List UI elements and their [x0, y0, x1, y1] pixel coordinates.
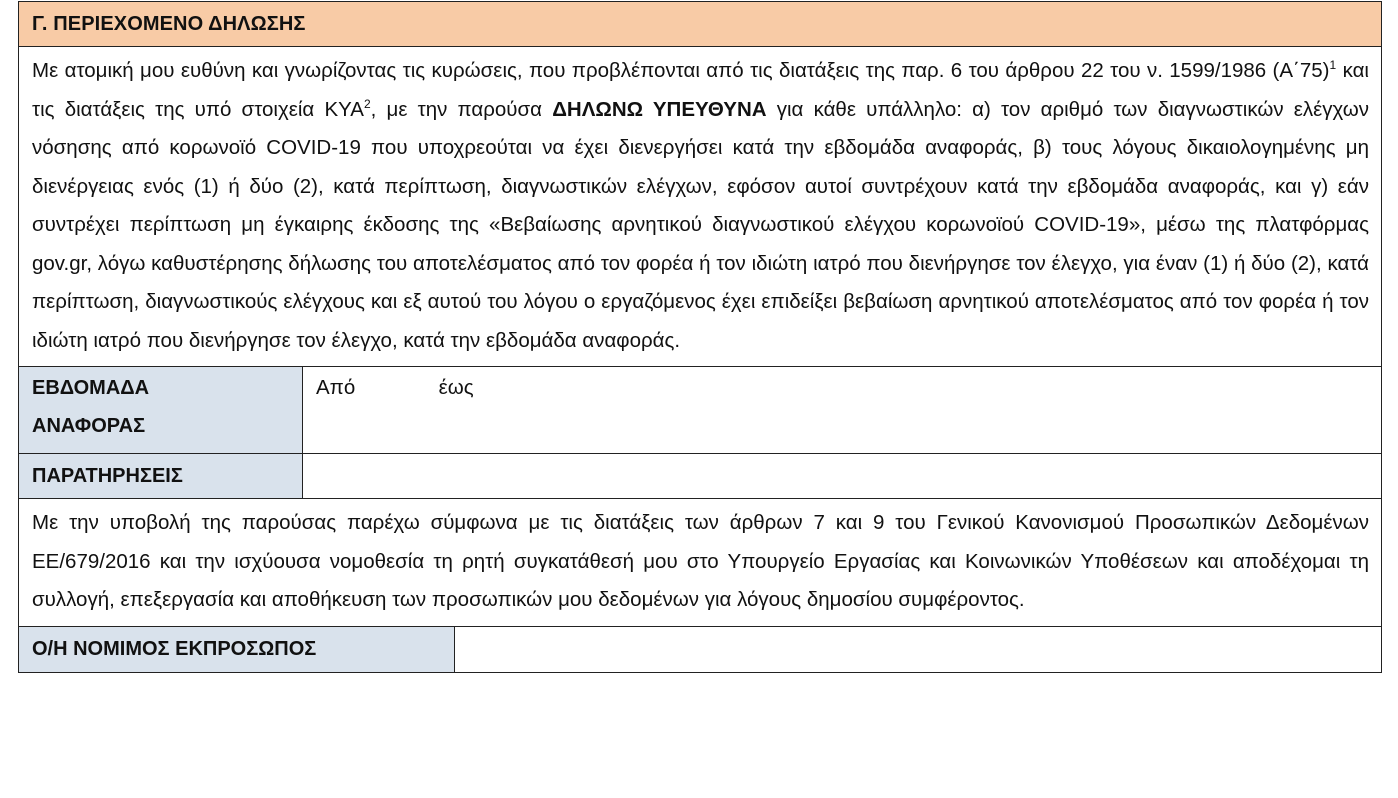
declaration-part-4: για κάθε υπάλληλο: α) τον αριθμό των διαγνωστικών ελέγχων νόσησης από κορωνοϊό COVID-19 που υποχρεούται να έχει διενεργήσει κατά την εβδομάδα αναφοράς, β) τους λόγους δικαιολογημένης μη διενέργειας ενός (1) ή δύο (2), κατά περίπτωση, διαγνωστικών ελέγχων, εφόσον αυτοί συντρέχουν κατά την εβδομάδα αναφοράς, και γ) εάν συντρέχει περίπτωση μη έγκαιρης έκδοσης της «Βεβαίωσης αρνητικού διαγνωστικού ελέγχου κορωνοϊού COVID-19», μέσω της πλατφόρμας gov.gr, λόγω καθυστέρησης δήλωσης του αποτελέσματος από τον φορέα ή τον ιδιώτη ιατρό που διενήργησε τον έλεγχο, για έναν (1) ή δύο (2), κατά περίπτωση, διαγνωστικούς ελέγχους και εξ αυτού του λόγου ο εργαζόμενος έχει επιδείξει βεβαίωση αρνητικού αποτελέσματος από τον φορέα ή τον ιδιώτη ιατρό που διενήργησε τον έλεγχο, κατά την εβδομάδα αναφοράς.	[32, 97, 1369, 352]
notes-row	[19, 454, 1381, 499]
footnote-ref-2: 2	[363, 96, 371, 111]
notes-label: ΠΑΡΑΤΗΡΗΣΕΙΣ	[19, 454, 303, 498]
footnote-ref-1: 1	[1329, 58, 1337, 73]
declaration-part-2: και τις διατάξεις της υπό στοιχεία ΚΥΑ	[32, 59, 1369, 121]
notes-field[interactable]	[303, 454, 1381, 498]
reference-week-value	[303, 367, 1381, 453]
legal-representative-field[interactable]	[455, 627, 1381, 672]
declaration-part-3: , με την παρούσα	[370, 97, 553, 121]
reference-week-label-line-2: ΑΝΑΦΟΡΑΣ	[32, 415, 146, 437]
declaration-emphasis: ΔΗΛΩΝΩ ΥΠΕΥΘΥΝΑ	[552, 97, 767, 121]
reference-week-label-line-1: ΕΒΔΟΜΑΔΑ	[32, 377, 150, 399]
declaration-part-1: Με ατομική μου ευθύνη και γνωρίζοντας τις κυρώσεις, που προβλέπονται από τις διατάξεις της παρ. 6 του άρθρου 22 του ν. 1599/1986 (Α΄75)	[32, 59, 1330, 82]
consent-text	[19, 499, 1381, 627]
week-from-label: Από	[316, 376, 356, 399]
reference-week-row	[19, 367, 1381, 454]
section-header	[19, 2, 1381, 47]
declaration-form	[18, 1, 1382, 673]
legal-representative-row	[19, 627, 1381, 672]
legal-representative-label: Ο/Η ΝΟΜΙΜΟΣ ΕΚΠΡΟΣΩΠΟΣ	[19, 627, 455, 672]
week-to-label: έως	[438, 376, 474, 399]
reference-week-label	[19, 367, 303, 453]
consent-text-content: Με την υποβολή της παρούσας παρέχω σύμφωνα με τις διατάξεις των άρθρων 7 και 9 του Γενικού Κανονισμού Προσωπικών Δεδομένων ΕΕ/679/2016 και την ισχύουσα νομοθεσία τη ρητή συγκατάθεσή μου στο Υπουργείο Εργασίας και Κοινωνικών Υποθέσεων και αποδέχομαι τη συλλογή, επεξεργασία και αποθήκευση των προσωπικών μου δεδομένων για λόγους δημοσίου συμφέροντος.	[32, 511, 1369, 611]
section-title: Γ. ΠΕΡΙΕΧΟΜΕΝΟ ΔΗΛΩΣΗΣ	[32, 12, 306, 35]
declaration-text	[19, 47, 1381, 367]
